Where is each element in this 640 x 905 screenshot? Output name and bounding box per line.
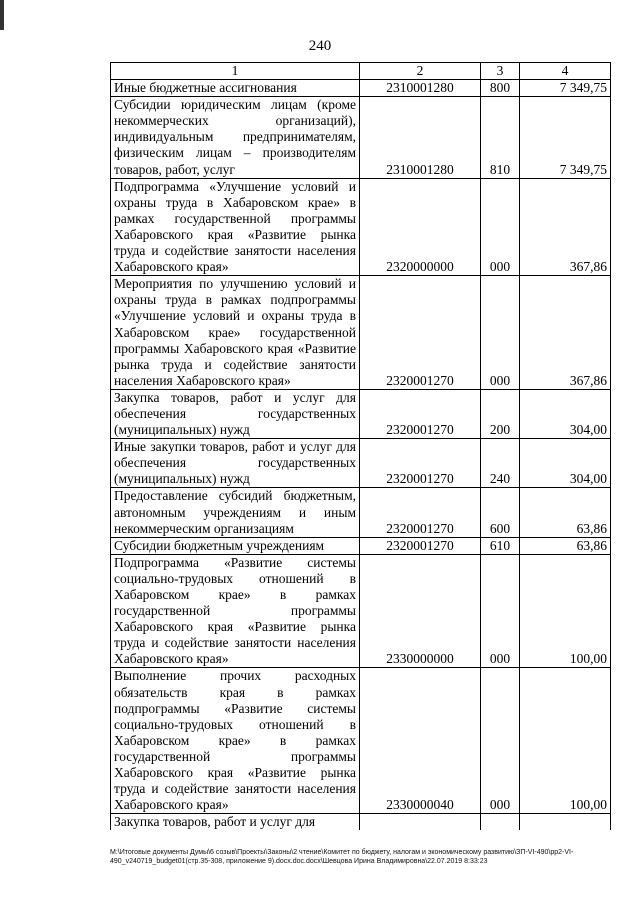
row-type-cell: 600 <box>481 488 520 537</box>
row-amount-cell: 367,86 <box>520 178 611 276</box>
table-row <box>111 97 611 178</box>
row-name-cell: Иные бюджетные ассигнования <box>111 80 360 97</box>
row-code-cell: 2320001270 <box>360 389 481 438</box>
header-cell: 3 <box>481 63 520 80</box>
row-name-cell: Мероприятия по улучшению условий и охраны труда в рамках подпрограммы «Улучшение условий и охраны труда в Хабаровском крае» государственной программы Хабаровского края «Развитие рынка труда и содействие занятости населения Хабаровского края» <box>111 276 360 390</box>
file-path-footer: M:\Итоговые документы Думы\6 созыв\Проекты\Законы\2 чтение\Комитет по бюджету, налогам и экономическому развитию\ЗП-VI-490\pp2-VI-490_v240719_budget01(стр.35-308, приложение 9).docx.doc.docx\Шевцова Ирина Владимировна\22.07.2019 8:33:23 <box>110 849 574 865</box>
row-code-cell: 2330000040 <box>360 668 481 814</box>
row-code-cell: 2320001270 <box>360 488 481 537</box>
table-row <box>111 276 611 390</box>
row-type-cell: 000 <box>481 668 520 814</box>
row-amount-cell: 100,00 <box>520 668 611 814</box>
row-amount-cell: 7 349,75 <box>520 97 611 178</box>
table-row <box>111 178 611 276</box>
row-type-cell: 000 <box>481 178 520 276</box>
table-row <box>111 668 611 814</box>
table-row <box>111 554 611 668</box>
row-type-cell: 240 <box>481 439 520 488</box>
table-row <box>111 389 611 438</box>
empty-cell <box>481 814 520 831</box>
row-type-cell: 000 <box>481 276 520 390</box>
row-name-cell: Подпрограмма «Развитие системы социально-трудовых отношений в Хабаровском крае» в рамках государственной программы Хабаровского края «Развитие рынка труда и содействие занятости населения Хабаровского края» <box>111 554 360 668</box>
row-name-cell: Подпрограмма «Улучшение условий и охраны труда в Хабаровском крае» в рамках государственной программы Хабаровского края «Развитие рынка труда и содействие занятости населения Хабаровского края» <box>111 178 360 276</box>
row-code-cell: 2310001280 <box>360 80 481 97</box>
row-name-cell: Иные закупки товаров, работ и услуг для обеспечения государственных (муниципальных) нужд <box>111 439 360 488</box>
scan-edge-mark <box>0 0 4 30</box>
row-name-cell: Закупка товаров, работ и услуг для обеспечения государственных (муниципальных) нужд <box>111 389 360 438</box>
row-amount-cell: 304,00 <box>520 439 611 488</box>
row-code-cell: 2320001270 <box>360 537 481 554</box>
row-type-cell: 000 <box>481 554 520 668</box>
row-type-cell: 610 <box>481 537 520 554</box>
header-cell: 1 <box>111 63 360 80</box>
page-number: 240 <box>308 38 332 54</box>
row-amount-cell: 63,86 <box>520 537 611 554</box>
table-header-row <box>111 63 611 80</box>
table-row <box>111 488 611 537</box>
row-type-cell: 200 <box>481 389 520 438</box>
row-type-cell: 810 <box>481 97 520 178</box>
table-row <box>111 537 611 554</box>
row-name-cell: Выполнение прочих расходных обязательств края в рамках подпрограммы «Развитие системы социально-трудовых отношений в Хабаровском крае» в рамках государственной программы Хабаровского края «Развитие рынка труда и содействие занятости населения Хабаровского края» <box>111 668 360 814</box>
row-code-cell: 2320000000 <box>360 178 481 276</box>
row-code-cell: 2320001270 <box>360 439 481 488</box>
row-name-cell: Субсидии бюджетным учреждениям <box>111 537 360 554</box>
table-row <box>111 439 611 488</box>
row-amount-cell: 304,00 <box>520 389 611 438</box>
row-name-cell: Субсидии юридическим лицам (кроме некоммерческих организаций), индивидуальным предпринимателям, физическим лицам – производителям товаров, работ, услуг <box>111 97 360 178</box>
budget-table <box>110 62 611 830</box>
row-name-cell: Закупка товаров, работ и услуг для <box>111 814 360 831</box>
table-row-partial <box>111 814 611 831</box>
empty-cell <box>360 814 481 831</box>
row-amount-cell: 7 349,75 <box>520 80 611 97</box>
header-cell: 2 <box>360 63 481 80</box>
row-code-cell: 2330000000 <box>360 554 481 668</box>
empty-cell <box>520 814 611 831</box>
row-code-cell: 2320001270 <box>360 276 481 390</box>
header-cell: 4 <box>520 63 611 80</box>
row-code-cell: 2310001280 <box>360 97 481 178</box>
table-row <box>111 80 611 97</box>
row-name-cell: Предоставление субсидий бюджетным, автономным учреждениям и иным некоммерческим организациям <box>111 488 360 537</box>
row-amount-cell: 100,00 <box>520 554 611 668</box>
row-amount-cell: 63,86 <box>520 488 611 537</box>
row-amount-cell: 367,86 <box>520 276 611 390</box>
row-type-cell: 800 <box>481 80 520 97</box>
